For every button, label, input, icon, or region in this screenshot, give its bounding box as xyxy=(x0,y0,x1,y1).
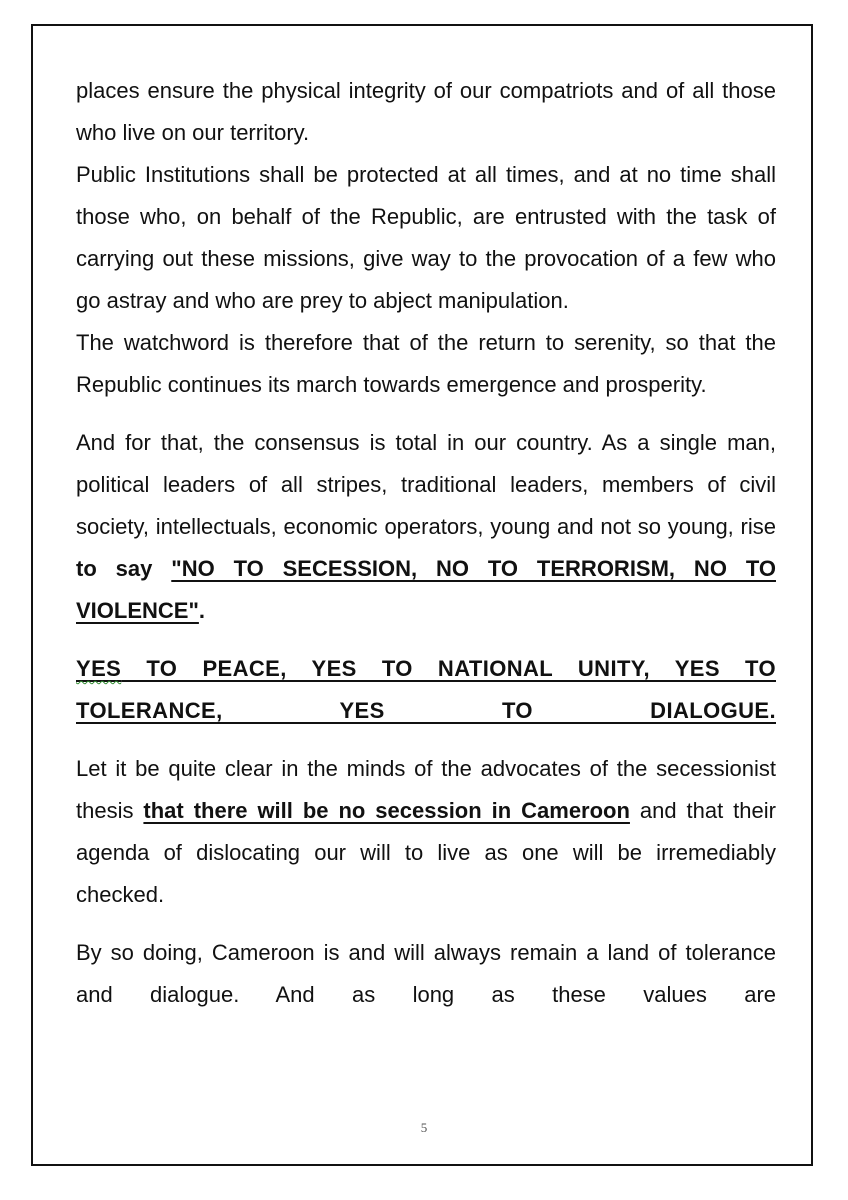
page-number: 5 xyxy=(420,1120,428,1135)
consensus-text: And for that, the consensus is total in our country. As a single man, political leaders of all stripes, traditional leaders, members of civil society, intellectuals, economic operators, young and not so young, rise xyxy=(76,430,776,539)
no-secession-statement: that there will be no secession in Cameroon xyxy=(143,798,630,823)
to-say-bold: to say xyxy=(76,556,153,581)
yes-to-peace-heading xyxy=(76,648,776,732)
yes-first-word: YES xyxy=(76,656,122,681)
agenda-text: and that their agenda of dislocating our will to live as one will be irremediably checked. xyxy=(76,798,776,907)
advocates-text: Let it be quite clear in the minds of the advocates of the secessionist thesis xyxy=(76,756,776,823)
paragraph-physical-integrity: places ensure the physical integrity of our compatriots and of all those who live on our territory. xyxy=(76,78,776,145)
paragraph-public-institutions: Public Institutions shall be protected at all times, and at no time shall those who, on behalf of the Republic, are entrusted with the task of carrying out these missions, give way to the provocation of a few who go astray and who are prey to abject manipulation. xyxy=(76,162,776,313)
paragraph-watchword: The watchword is therefore that of the return to serenity, so that the Republic continues its march towards emergence and prosperity. xyxy=(76,330,776,397)
document-body xyxy=(76,70,776,1016)
no-to-secession-slogan: "NO TO SECESSION, NO TO TERRORISM, NO TO VIOLENCE" xyxy=(76,556,776,623)
paragraph-consensus xyxy=(76,422,776,632)
space xyxy=(152,556,171,581)
paragraph-no-secession xyxy=(76,748,776,916)
yes-rest: TO PEACE, YES TO NATIONAL UNITY, YES TO TOLERANCE, YES TO DIALOGUE. xyxy=(76,656,776,723)
paragraph-tolerance: By so doing, Cameroon is and will always remain a land of tolerance and dialogue. And as long as these values are xyxy=(76,940,776,1007)
slogan-period: . xyxy=(198,598,206,623)
